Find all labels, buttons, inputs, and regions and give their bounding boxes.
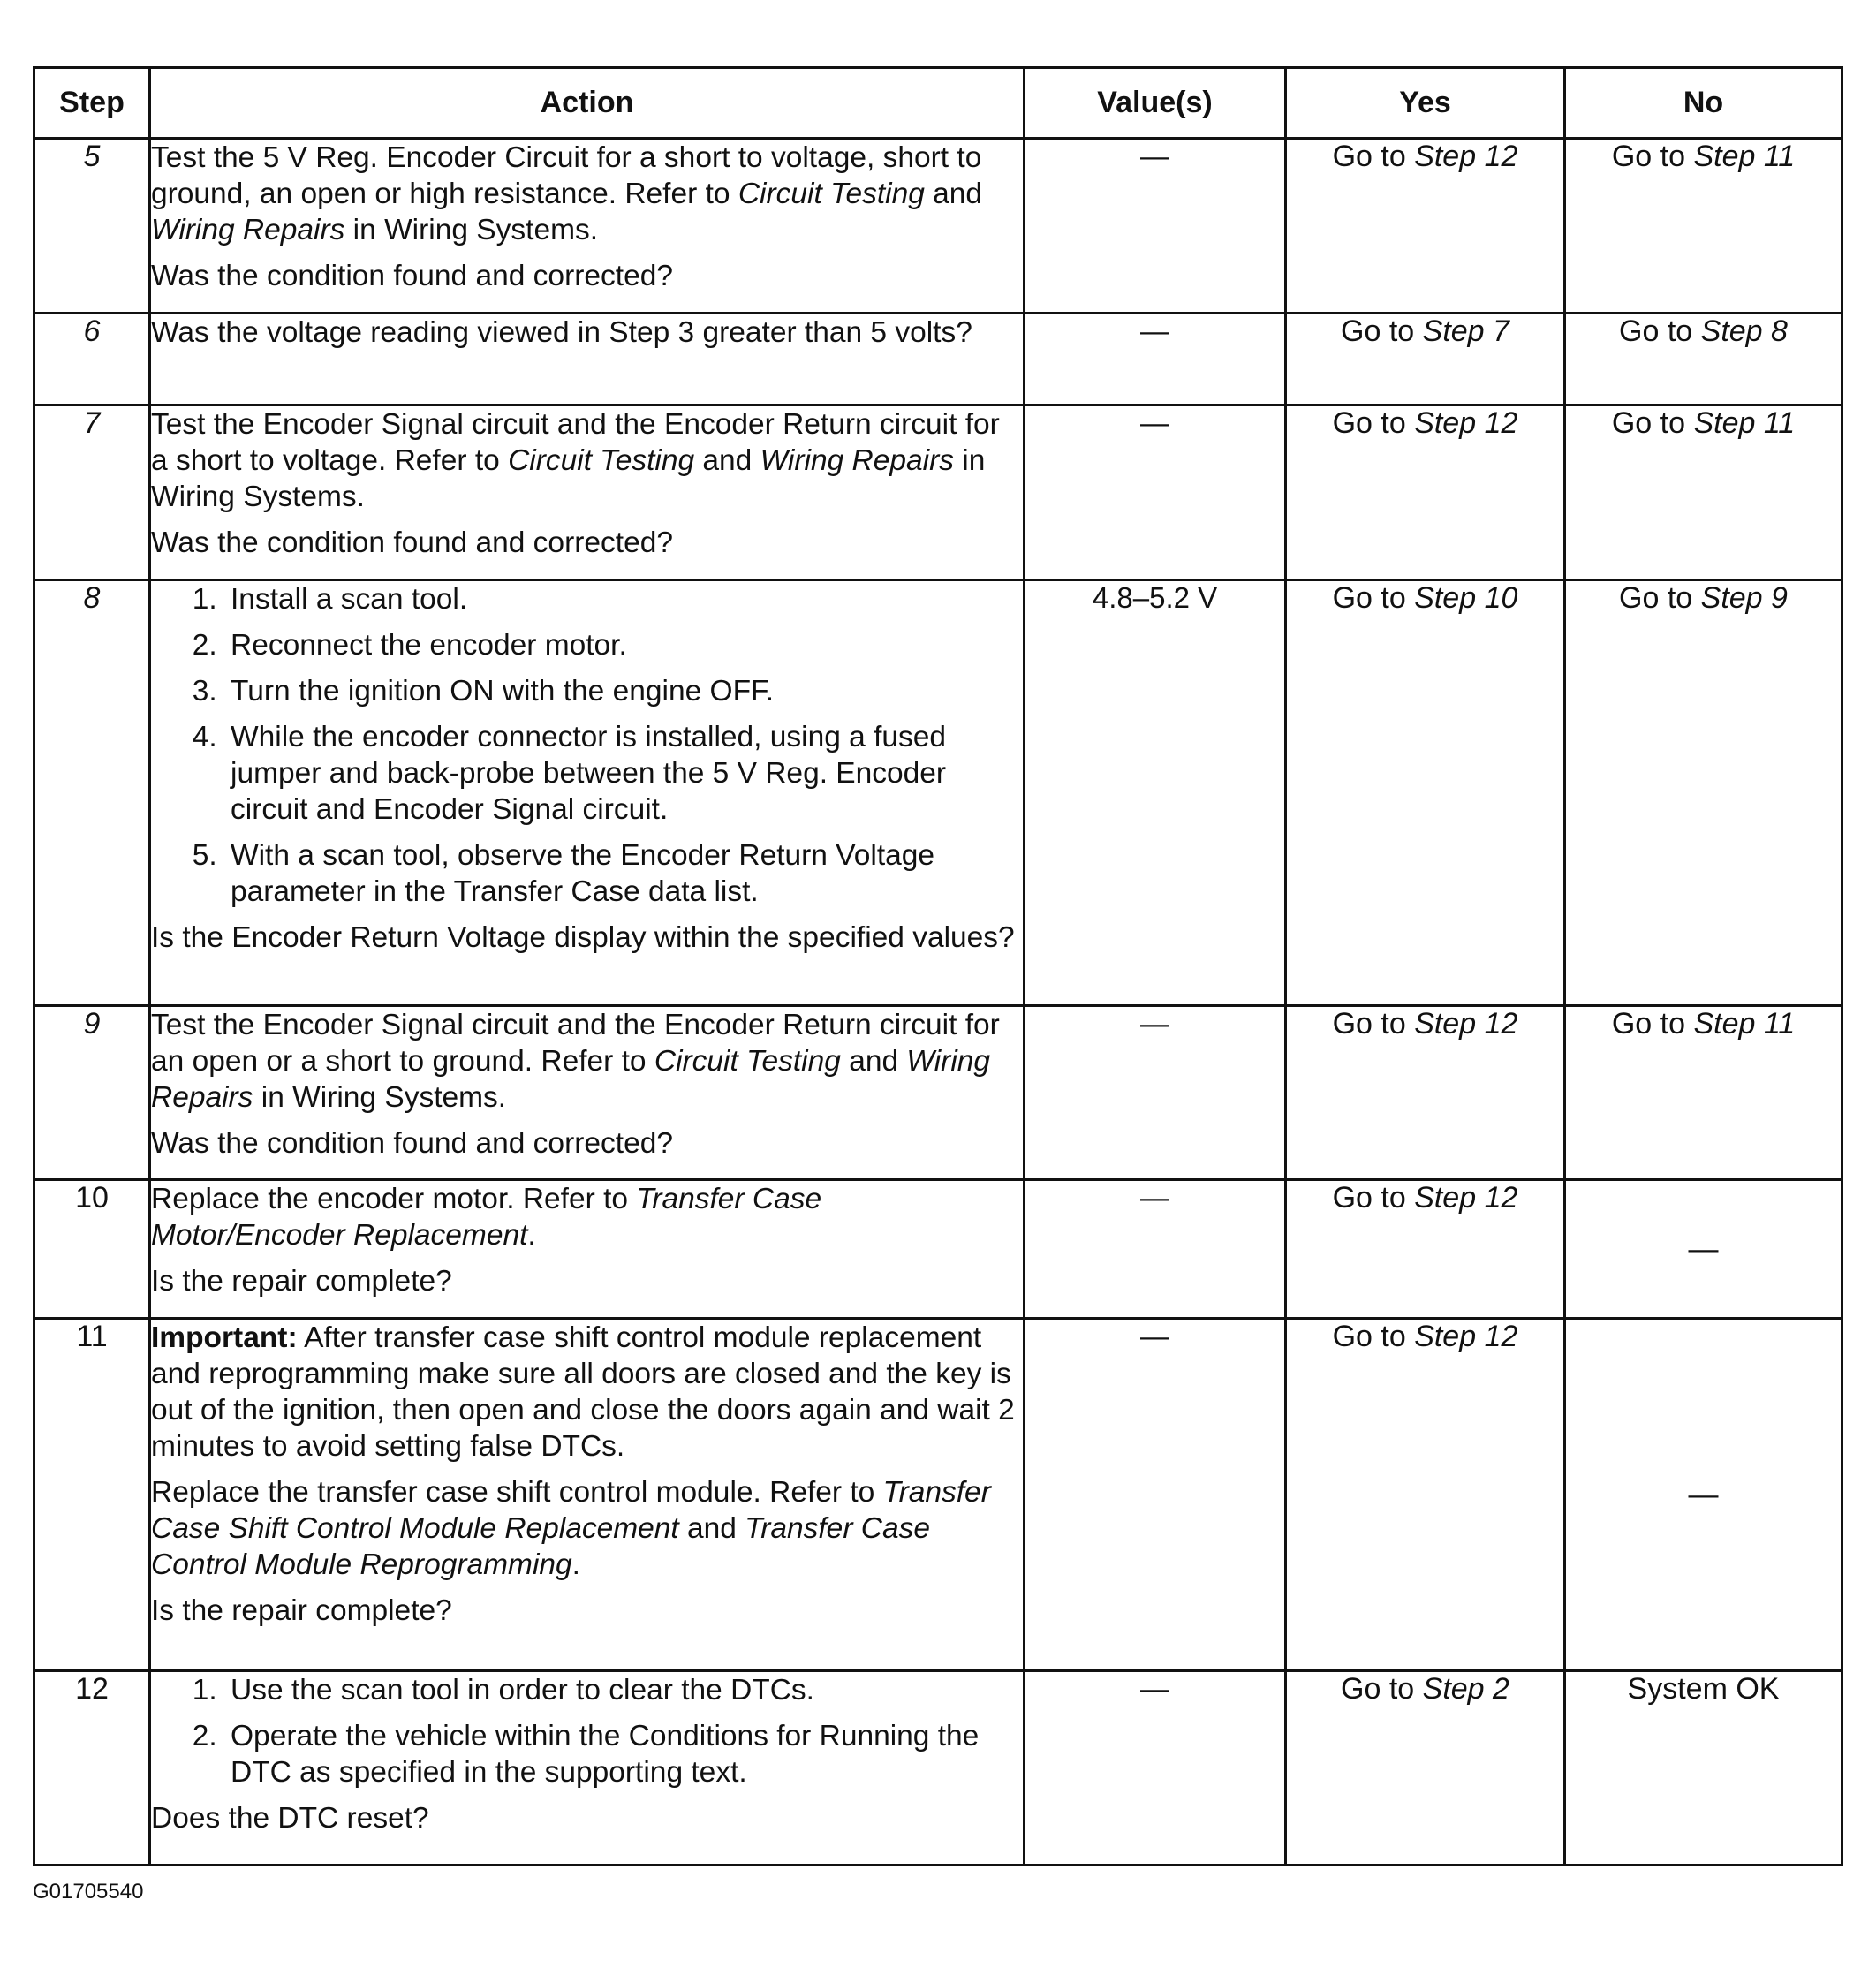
action-question: Was the voltage reading viewed in Step 3 greater than 5 volts?: [151, 316, 972, 349]
step-number: 5: [34, 139, 150, 314]
step-action: [150, 405, 1025, 580]
step-action: [150, 139, 1025, 314]
step-value: —: [1025, 1319, 1286, 1671]
step-number: 6: [34, 314, 150, 405]
action-question: Is the repair complete?: [151, 1265, 452, 1298]
action-paragraph: [151, 140, 1023, 248]
goto-text: Go to: [1611, 406, 1694, 440]
procedure-item: 5. With a scan tool, observe the Encoder Return Voltage parameter in the Transfer Case data list.: [225, 837, 1023, 910]
action-text: and: [840, 1045, 907, 1078]
procedure-item: 1. Install a scan tool.: [225, 581, 1023, 617]
action-text: and: [678, 1512, 745, 1545]
step-action: [150, 1180, 1025, 1319]
header-no: No: [1565, 68, 1842, 139]
important-text: After transfer case shift control module replacement and reprogramming make sure all doors are closed and the key is out of the ignition, then open and close the doors again and wait 2 minutes to avoid setting false DTCs.: [151, 1321, 1015, 1463]
important-label: Important:: [151, 1321, 298, 1354]
step-number: 10: [34, 1180, 150, 1319]
yes-result: [1286, 1319, 1565, 1671]
step-number: 7: [34, 405, 150, 580]
action-text: in Wiring Systems.: [344, 214, 599, 246]
action-paragraph: [151, 1474, 1023, 1583]
no-result: [1565, 314, 1842, 405]
action-paragraph: [151, 1181, 1023, 1253]
step-value: 4.8–5.2 V: [1025, 580, 1286, 1006]
goto-text: Go to: [1332, 1181, 1415, 1215]
yes-result: [1286, 139, 1565, 314]
no-result: [1565, 405, 1842, 580]
goto-step-ref: Step 8: [1700, 314, 1788, 348]
cross-reference: Circuit Testing: [508, 444, 695, 477]
no-result: —: [1565, 1319, 1842, 1671]
header-values: Value(s): [1025, 68, 1286, 139]
step-action: [150, 1006, 1025, 1180]
goto-step-ref: Step 12: [1414, 1181, 1518, 1215]
yes-result: [1286, 405, 1565, 580]
step-action: [150, 314, 1025, 405]
action-question: Does the DTC reset?: [151, 1802, 429, 1835]
yes-result: [1286, 1671, 1565, 1866]
figure-id: G01705540: [33, 1880, 144, 1904]
table-row: [34, 405, 1842, 580]
action-text: Test the Encoder Signal circuit and the Encoder Return circuit for a short to voltage. Refer to: [151, 408, 1000, 477]
action-procedure-list: [151, 1672, 1023, 1790]
action-text: Replace the encoder motor. Refer to: [151, 1183, 637, 1215]
goto-step-ref: Step 2: [1422, 1672, 1509, 1706]
step-value: —: [1025, 1180, 1286, 1319]
goto-step-ref: Step 7: [1422, 314, 1509, 348]
step-value: —: [1025, 139, 1286, 314]
procedure-item: 2. Operate the vehicle within the Conditions for Running the DTC as specified in the supporting text.: [225, 1718, 1023, 1790]
table-row: [34, 580, 1842, 1006]
goto-text: Go to: [1341, 314, 1423, 348]
table-row: [34, 1006, 1842, 1180]
yes-result: [1286, 314, 1565, 405]
yes-result: [1286, 1006, 1565, 1180]
goto-step-ref: Step 11: [1693, 140, 1796, 173]
goto-step-ref: Step 12: [1414, 1320, 1518, 1353]
step-number: 9: [34, 1006, 150, 1180]
step-value: —: [1025, 314, 1286, 405]
action-question: Was the condition found and corrected?: [151, 260, 673, 292]
procedure-item: 1. Use the scan tool in order to clear the DTCs.: [225, 1672, 1023, 1708]
action-paragraph: [151, 406, 1023, 515]
cross-reference: Transfer Case Motor/Encoder Replacement: [151, 1183, 822, 1252]
goto-text: Go to: [1611, 1007, 1694, 1041]
cross-reference: Transfer Case Control Module Reprogramming: [151, 1512, 930, 1581]
step-number: 12: [34, 1671, 150, 1866]
cross-reference: Wiring Repairs: [151, 1045, 991, 1114]
no-result: [1565, 139, 1842, 314]
no-result: [1565, 580, 1842, 1006]
goto-step-ref: Step 12: [1414, 1007, 1518, 1041]
step-value: —: [1025, 1671, 1286, 1866]
yes-result: [1286, 1180, 1565, 1319]
action-text: in Wiring Systems.: [151, 444, 986, 513]
step-action: [150, 1671, 1025, 1866]
yes-result: [1286, 580, 1565, 1006]
table-row: [34, 1180, 1842, 1319]
goto-text: Go to: [1332, 1320, 1415, 1353]
step-value: —: [1025, 405, 1286, 580]
action-text: Test the 5 V Reg. Encoder Circuit for a short to voltage, short to ground, an open or high resistance. Refer to: [151, 141, 982, 210]
action-procedure-list: [151, 581, 1023, 910]
goto-step-ref: Step 12: [1414, 140, 1518, 173]
diagnostic-steps-table: [33, 66, 1843, 1866]
action-text: in Wiring Systems.: [253, 1081, 507, 1114]
action-question: Was the condition found and corrected?: [151, 526, 673, 559]
procedure-item: 4. While the encoder connector is installed, using a fused jumper and back-probe between the 5 V Reg. Encoder circuit and Encoder Signal circuit.: [225, 719, 1023, 828]
goto-step-ref: Step 10: [1414, 581, 1518, 615]
cross-reference: Transfer Case Shift Control Module Replacement: [151, 1476, 991, 1545]
goto-step-ref: Step 11: [1693, 1007, 1796, 1041]
cross-reference: Circuit Testing: [654, 1045, 841, 1078]
header-yes: Yes: [1286, 68, 1565, 139]
goto-step-ref: Step 11: [1693, 406, 1796, 440]
important-note: [151, 1320, 1023, 1465]
goto-step-ref: Step 12: [1414, 406, 1518, 440]
header-action: Action: [150, 68, 1025, 139]
goto-text: Go to: [1619, 581, 1701, 615]
cross-reference: Wiring Repairs: [151, 214, 345, 246]
action-text: and: [924, 178, 983, 210]
action-question: Is the repair complete?: [151, 1594, 452, 1627]
goto-text: Go to: [1341, 1672, 1423, 1706]
cross-reference: Circuit Testing: [738, 178, 925, 210]
table-row: [34, 314, 1842, 405]
action-paragraph: [151, 1007, 1023, 1116]
action-text: Replace the transfer case shift control module. Refer to: [151, 1476, 883, 1509]
goto-text: Go to: [1611, 140, 1694, 173]
goto-text: Go to: [1332, 581, 1415, 615]
no-result: System OK: [1565, 1671, 1842, 1866]
step-value: —: [1025, 1006, 1286, 1180]
action-text: .: [571, 1548, 580, 1581]
cross-reference: Wiring Repairs: [760, 444, 954, 477]
step-number: 11: [34, 1319, 150, 1671]
table-row: [34, 139, 1842, 314]
no-result: —: [1565, 1180, 1842, 1319]
action-question: Is the Encoder Return Voltage display within the specified values?: [151, 921, 1015, 954]
procedure-item: 2. Reconnect the encoder motor.: [225, 627, 1023, 663]
action-text: Test the Encoder Signal circuit and the Encoder Return circuit for an open or a short to ground. Refer to: [151, 1009, 1000, 1078]
action-text: .: [527, 1219, 536, 1252]
action-question: Was the condition found and corrected?: [151, 1127, 673, 1160]
step-action: [150, 1319, 1025, 1671]
goto-text: Go to: [1332, 140, 1415, 173]
goto-text: Go to: [1332, 406, 1415, 440]
table-header-row: [34, 68, 1842, 139]
step-number: 8: [34, 580, 150, 1006]
action-text: and: [694, 444, 760, 477]
step-action: [150, 580, 1025, 1006]
no-result: [1565, 1006, 1842, 1180]
procedure-item: 3. Turn the ignition ON with the engine OFF.: [225, 673, 1023, 709]
table-row: [34, 1671, 1842, 1866]
goto-text: Go to: [1619, 314, 1701, 348]
header-step: Step: [34, 68, 150, 139]
goto-text: Go to: [1332, 1007, 1415, 1041]
goto-step-ref: Step 9: [1700, 581, 1788, 615]
table-row: [34, 1319, 1842, 1671]
